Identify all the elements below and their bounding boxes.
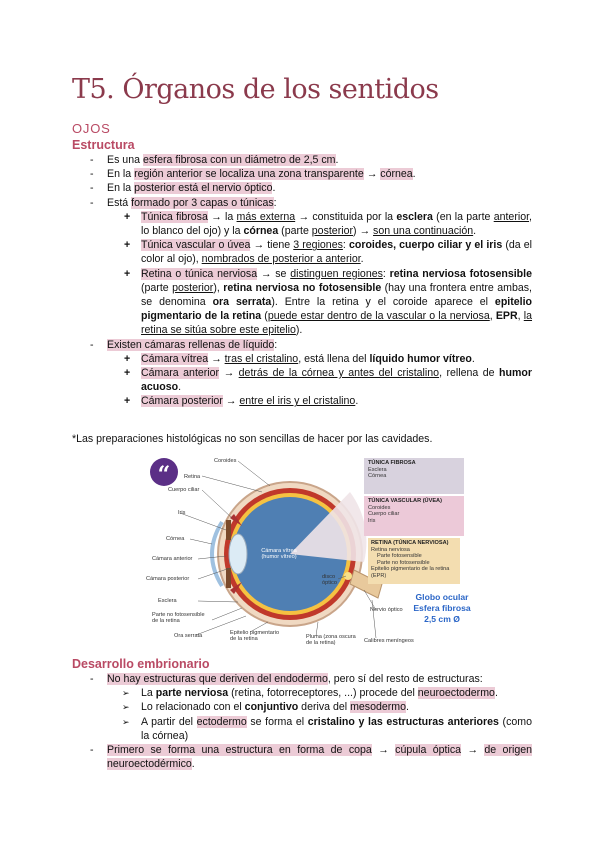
- list-item: ➢ La parte nerviosa (retina, fotorreceptores, ...) procede del neuroectodermo.: [107, 686, 532, 700]
- estructura-list: [72, 153, 532, 409]
- list-item: - No hay estructuras que deriven del endodermo, pero sí del resto de estructuras: ➢ La parte nerviosa (retina, fotorreceptores, ...) procede del neuroectodermo. ➢ Lo relacionado con el conjuntivo deriva del mesodermo. ➢ A partir del ectodermo se forma el cristalino y las estructuras anteriores (como la córnea): [72, 672, 532, 743]
- label-cuerpo-ciliar: Cuerpo ciliar: [168, 487, 200, 493]
- label-esclera: Esclera: [158, 598, 177, 604]
- box-tunica-vascular: TÚNICA VASCULAR (ÚVEA) Coroides Cuerpo ciliar Iris: [364, 496, 464, 536]
- tunica-vascular-item: + Túnica vascular o úvea → tiene 3 regiones: coroides, cuerpo ciliar y el iris (da el color al ojo), nombrados de posterior a anterior.: [107, 238, 532, 266]
- list-item: - Es una esfera fibrosa con un diámetro de 2,5 cm.: [72, 153, 532, 167]
- list-item: - Existen cámaras rellenas de líquido: + Cámara vítrea → tras el cristalino, está llena del líquido humor vítreo. + Cámara anterior → detrás de la córnea y antes del cristalino, rellena de humor acuoso. + Cámara posterior → entre el iris y el cristalino.: [72, 338, 532, 409]
- label-disco-optico: disco óptico: [322, 574, 337, 587]
- quote-icon: “: [150, 458, 178, 486]
- label-nervio-optico: Nervio óptico: [370, 607, 403, 613]
- box-tunica-fibrosa: TÚNICA FIBROSA Esclera Córnea: [364, 458, 464, 494]
- list-item: - En la posterior está el nervio óptico.: [72, 181, 532, 195]
- retina-item: + Retina o túnica nerviosa → se distinguen regiones: retina nerviosa fotosensible (parte posterior), retina nerviosa no fotosensible (hay una frontera entre ambas, se denomina ora serrata). Entre la retina y el coroide aparece el epitelio pigmentario de la retina (puede estar dentro de la vascular o la nerviosa, EPR, la retina se sitúa sobre este epitelio).: [107, 267, 532, 338]
- list-item: - Está formado por 3 capas o túnicas: + Túnica fibrosa → la más externa → constituida por la esclera (en la parte anterior, lo blanco del ojo) y la córnea (parte posterior) → son una continuación. + Túnica vascular o úvea → tiene 3 regiones: coroides, cuerpo ciliar y el iris (da el color al ojo), nombrados de posterior a anterior. + Retina o túnica nerviosa → se distinguen regiones: retina nerviosa fotosensible (parte posterior), retina nerviosa no fotosensible (hay una frontera entre ambas, se denomina ora serrata). Entre la retina y el coroide aparece el epitelio pigmentario de la retina (puede estar dentro de la vascular o la nerviosa, EPR, la retina se sitúa sobre este epitelio).: [72, 196, 532, 338]
- list-item: - En la región anterior se localiza una zona transparente → córnea.: [72, 167, 532, 181]
- note-text: *Las preparaciones histológicas no son sencillas de hacer por las cavidades.: [72, 433, 433, 445]
- label-ora-serrata: Ora serrata: [174, 633, 203, 639]
- label-coroides: Coroides: [214, 458, 237, 464]
- label-camara-anterior: Cámara anterior: [152, 556, 193, 562]
- heading-estructura: Estructura: [72, 138, 135, 152]
- label-retina: Retina: [184, 474, 201, 480]
- tunica-fibrosa-item: + Túnica fibrosa → la más externa → constituida por la esclera (en la parte anterior, lo blanco del ojo) y la córnea (parte posterior) → son una continuación.: [107, 210, 532, 238]
- label-iris: Iris: [178, 510, 186, 516]
- globo-ocular-caption: Globo ocular Esfera fibrosa 2,5 cm Ø: [413, 592, 471, 624]
- label-camara-posterior: Cámara posterior: [146, 576, 190, 582]
- page-title: T5. Órganos de los sentidos: [72, 74, 439, 105]
- camara-anterior-item: + Cámara anterior → detrás de la córnea y antes del cristalino, rellena de humor acuoso.: [107, 366, 532, 394]
- heading-desarrollo: Desarrollo embrionario: [72, 657, 210, 671]
- list-item: ➢ Lo relacionado con el conjuntivo deriva del mesodermo.: [107, 700, 532, 714]
- eye-diagram: [146, 452, 471, 647]
- camara-posterior-item: + Cámara posterior → entre el iris y el cristalino.: [107, 394, 532, 408]
- label-parte-no-fotosensible: Parte no fotosensible de la retina: [152, 612, 205, 625]
- list-item: - Primero se forma una estructura en forma de copa → cúpula óptica → de origen neuroectodérmico.: [72, 743, 532, 771]
- desarrollo-list: [72, 672, 532, 771]
- list-item: ➢ A partir del ectodermo se forma el cristalino y las estructuras anteriores (como la córnea): [107, 715, 532, 743]
- label-camara-vitrea: Cámara vítrea (humor vítreo): [261, 548, 297, 561]
- camara-vitrea-item: + Cámara vítrea → tras el cristalino, está llena del líquido humor vítreo.: [107, 352, 532, 366]
- label-calibres: Calibres meníngeos: [364, 638, 414, 644]
- section-heading-ojos: OJOS: [72, 121, 111, 136]
- box-retina: RETINA (TÚNICA NERVIOSA) Retina nerviosa Parte fotosensible Parte no fotosensible Epitelio pigmentario de la retina (EPR): [368, 538, 460, 584]
- label-pluma: Pluma (zona oscura de la retina): [306, 634, 356, 647]
- label-epitelio: Epitelio pigmentario de la retina: [230, 630, 280, 643]
- label-cornea: Córnea: [166, 536, 185, 542]
